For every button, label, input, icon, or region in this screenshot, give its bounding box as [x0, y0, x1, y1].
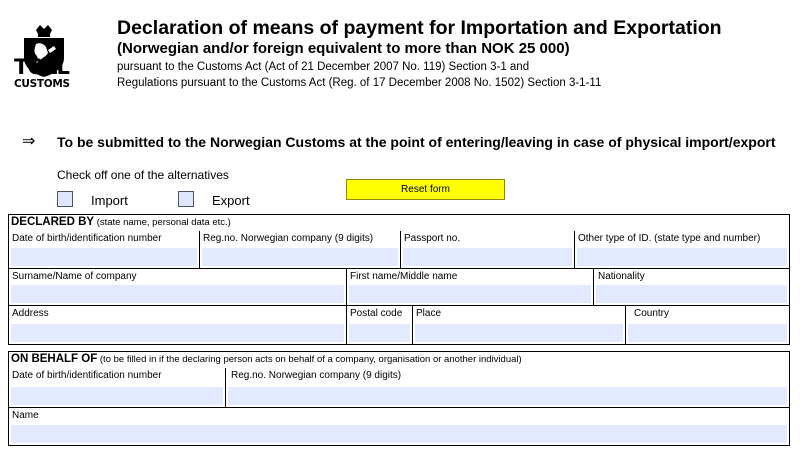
reset-form-button[interactable]: Reset form: [346, 179, 505, 200]
behalf-name-field[interactable]: [11, 425, 787, 443]
behalf-reg-no-field[interactable]: [228, 387, 787, 405]
declared-by-heading: [11, 217, 231, 228]
first-name-field[interactable]: [349, 285, 591, 303]
behalf-name-cell: [9, 408, 789, 445]
form-subtitle: (Norwegian and/or foreign equivalent to more than NOK 25 000): [117, 40, 570, 57]
submission-instruction: To be submitted to the Norwegian Customs at the point of entering/leaving in case of physical import/export: [57, 134, 776, 150]
nationality-cell: [594, 269, 789, 306]
behalf-name-label: Name: [12, 410, 39, 421]
other-id-cell: [575, 231, 789, 269]
behalf-reg-no-label: Reg.no. Norwegian company (9 digits): [231, 370, 402, 381]
on-behalf-of-heading-note: (to be filled in if the declaring person acts on behalf of a company, organisation or another individual): [97, 354, 522, 365]
country-cell: [626, 306, 789, 344]
nationality-field[interactable]: [596, 285, 787, 303]
postal-code-label: Postal code: [350, 308, 403, 319]
form-title: Declaration of means of payment for Importation and Exportation: [117, 17, 722, 39]
logo-wordmark-toll: TOLL: [14, 55, 69, 79]
surname-label: Surname/Name of company: [12, 271, 137, 282]
reg-no-cell: [200, 231, 401, 269]
import-label: Import: [91, 193, 128, 208]
reg-no-field[interactable]: [202, 248, 398, 266]
passport-cell: [401, 231, 575, 269]
first-name-label: First name/Middle name: [350, 271, 458, 282]
dob-cell: [9, 231, 200, 269]
behalf-dob-label: Date of birth/identification number: [12, 370, 162, 381]
passport-field[interactable]: [403, 248, 572, 266]
address-label: Address: [12, 308, 49, 319]
passport-label: Passport no.: [404, 233, 461, 244]
other-id-label: Other type of ID. (state type and number): [578, 233, 761, 244]
place-field[interactable]: [415, 324, 623, 342]
on-behalf-of-heading: [11, 354, 522, 365]
dob-field[interactable]: [11, 248, 197, 266]
right-arrow-icon: ⇒: [22, 133, 36, 150]
address-field[interactable]: [11, 324, 344, 342]
postal-code-field[interactable]: [349, 324, 410, 342]
declared-by-heading-label: DECLARED BY: [11, 216, 95, 228]
country-field[interactable]: [628, 324, 787, 342]
export-label: Export: [212, 193, 250, 208]
reg-no-label: Reg.no. Norwegian company (9 digits): [203, 233, 374, 244]
surname-field[interactable]: [11, 285, 344, 303]
surname-cell: [9, 269, 347, 306]
legal-reference-line-1: pursuant to the Customs Act (Act of 21 December 2007 No. 119) Section 3-1 and: [117, 61, 530, 73]
alternatives-prompt: Check off one of the alternatives: [57, 168, 229, 182]
legal-reference-line-2: Regulations pursuant to the Customs Act (Reg. of 17 December 2008 No. 1502) Section 3-1-11: [117, 77, 602, 89]
declared-by-section: [8, 214, 790, 345]
behalf-dob-cell: [9, 368, 226, 408]
behalf-dob-field[interactable]: [11, 387, 223, 405]
import-checkbox[interactable]: [57, 191, 73, 207]
other-id-field[interactable]: [577, 248, 787, 266]
export-checkbox[interactable]: [178, 191, 194, 207]
first-name-cell: [347, 269, 594, 306]
place-label: Place: [416, 308, 442, 319]
declared-by-heading-note: (state name, personal data etc.): [94, 217, 231, 228]
place-cell: [413, 306, 626, 344]
logo-wordmark-customs: CUSTOMS: [14, 78, 70, 90]
nationality-label: Nationality: [598, 271, 645, 282]
on-behalf-of-heading-label: ON BEHALF OF: [11, 353, 98, 365]
postal-code-cell: [347, 306, 413, 344]
dob-label: Date of birth/identification number: [12, 233, 162, 244]
country-label: Country: [634, 308, 670, 319]
on-behalf-of-section: [8, 351, 790, 446]
behalf-reg-no-cell: [226, 368, 789, 408]
address-cell: [9, 306, 347, 344]
